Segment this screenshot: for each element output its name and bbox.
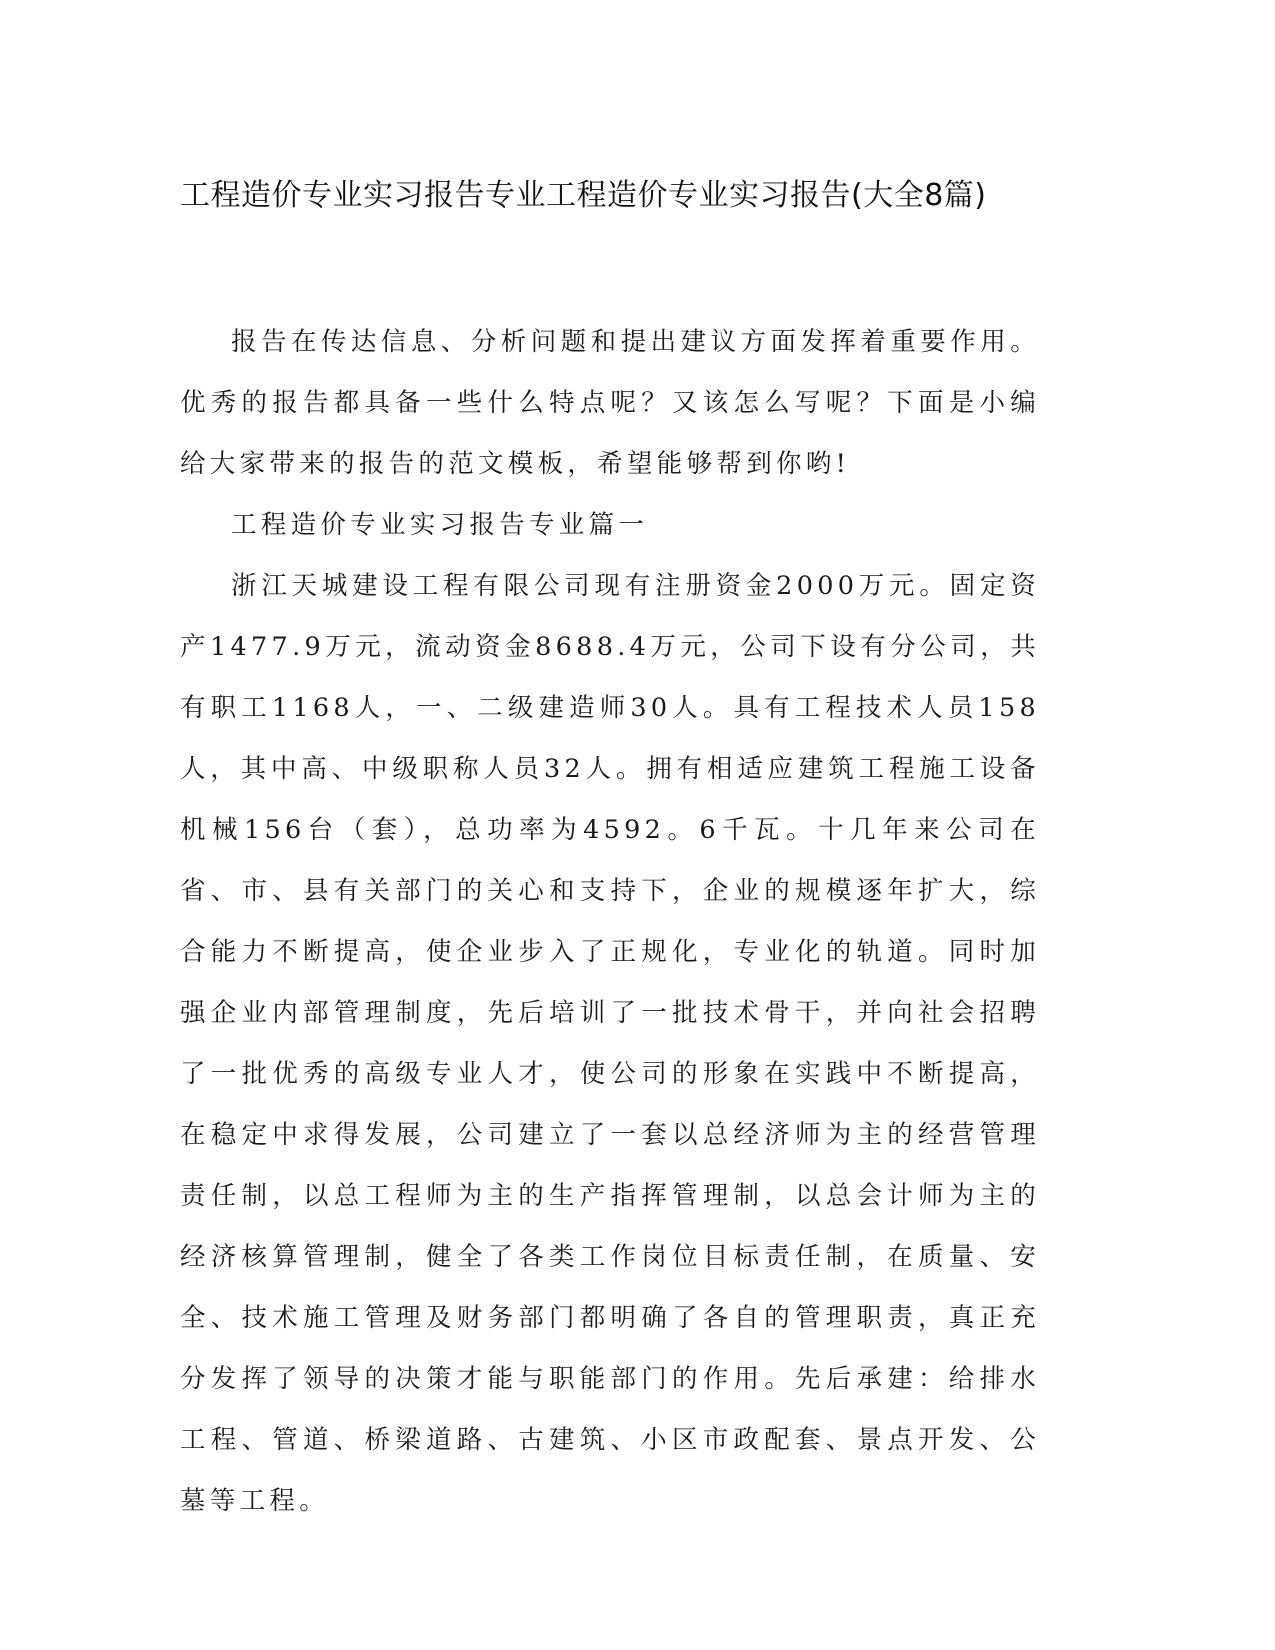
document-body [180,312,1040,1532]
document-title: 工程造价专业实习报告专业工程造价专业实习报告(大全8篇) [180,178,987,213]
section-heading: 工程造价专业实习报告专业篇一 [231,510,649,540]
intro-paragraph: 报告在传达信息、分析问题和提出建议方面发挥着重要作用。优秀的报告都具备一些什么特点呢？又该怎么写呢？下面是小编给大家带来的报告的范文模板，希望能够帮到你哟! [180,327,1040,479]
body-paragraph: 浙江天城建设工程有限公司现有注册资金2000万元。固定资产1477.9万元，流动资金8688.4万元，公司下设有分公司，共有职工1168人，一、二级建造师30人。具有工程技术人员158人，其中高、中级职称人员32人。拥有相适应建筑工程施工设备机械156台（套），总功率为4592。6千瓦。十几年来公司在省、市、县有关部门的关心和支持下，企业的规模逐年扩大，综合能力不断提高，使企业步入了正规化，专业化的轨道。同时加强企业内部管理制度，先后培训了一批技术骨干，并向社会招聘了一批优秀的高级专业人才，使公司的形象在实践中不断提高，在稳定中求得发展，公司建立了一套以总经济师为主的经营管理责任制，以总工程师为主的生产指挥管理制，以总会计师为主的经济核算管理制，健全了各类工作岗位目标责任制，在质量、安全、技术施工管理及财务部门都明确了各自的管理职责，真正充分发挥了领导的决策才能与职能部门的作用。先后承建：给排水工程、管道、桥梁道路、古建筑、小区市政配套、景点开发、公墓等工程。 [180,571,1040,1516]
